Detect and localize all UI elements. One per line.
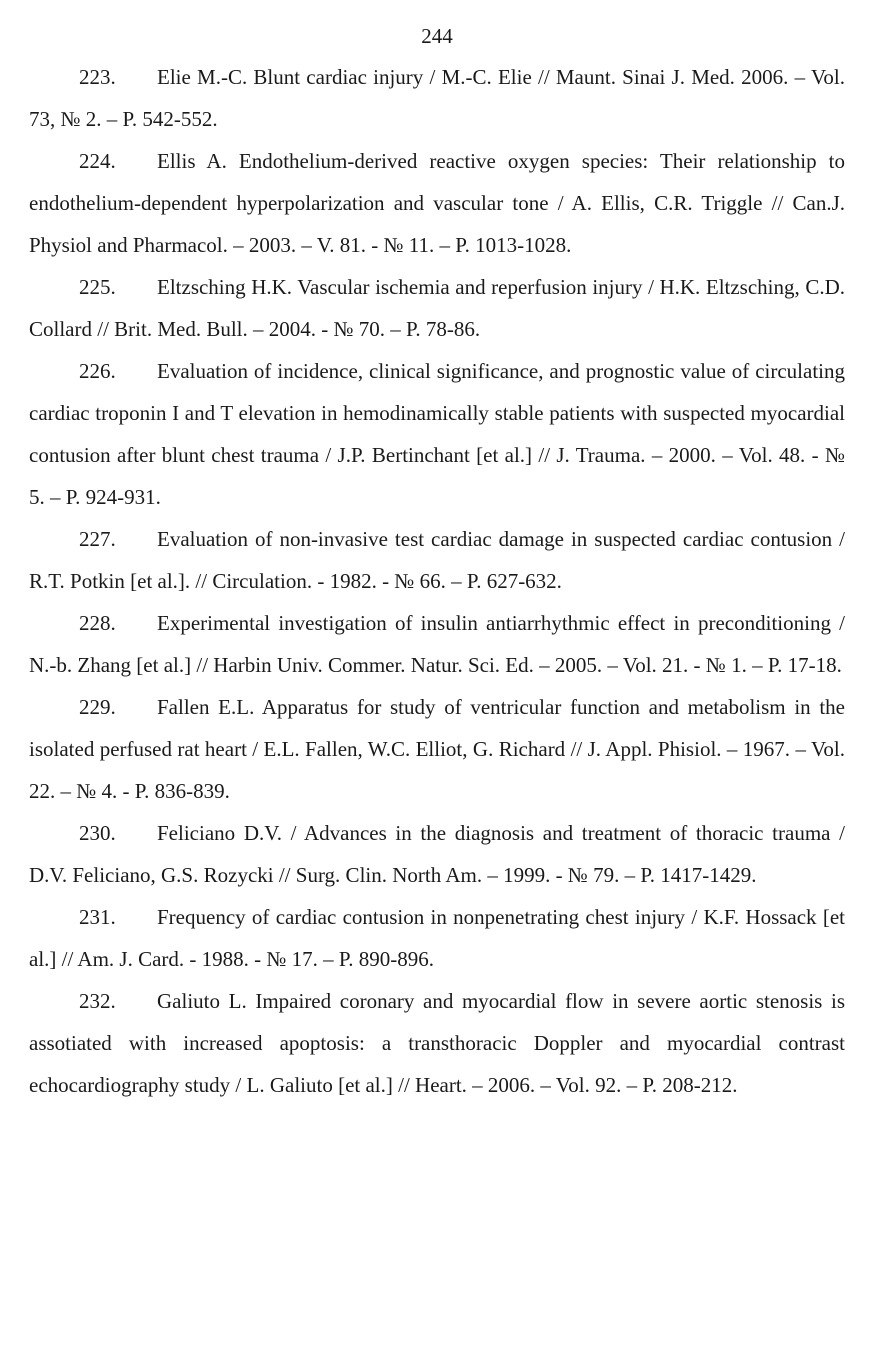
reference-item bbox=[29, 56, 845, 140]
reference-number: 227. bbox=[79, 527, 116, 551]
reference-list bbox=[29, 56, 845, 1106]
reference-item bbox=[29, 602, 845, 686]
reference-text: Eltzsching H.K. Vascular ischemia and reperfusion injury / H.K. Eltzsching, C.D. Collard // Brit. Med. Bull. – 2004. - № 70. – P. 78-86. bbox=[29, 275, 845, 341]
reference-text: Experimental investigation of insulin antiarrhythmic effect in preconditioning / N.-b. Zhang [et al.] // Harbin Univ. Commer. Natur. Sci. Ed. – 2005. – Vol. 21. - № 1. – P. 17-18. bbox=[29, 611, 845, 677]
reference-item bbox=[29, 266, 845, 350]
reference-item bbox=[29, 812, 845, 896]
reference-number: 232. bbox=[79, 989, 116, 1013]
reference-item bbox=[29, 350, 845, 518]
reference-number: 223. bbox=[79, 65, 116, 89]
reference-item bbox=[29, 980, 845, 1106]
reference-text: Feliciano D.V. / Advances in the diagnosis and treatment of thoracic trauma / D.V. Feliciano, G.S. Rozycki // Surg. Clin. North Am. – 1999. - № 79. – P. 1417-1429. bbox=[29, 821, 845, 887]
reference-text: Fallen E.L. Apparatus for study of ventricular function and metabolism in the isolated perfused rat heart / E.L. Fallen, W.C. Elliot, G. Richard // J. Appl. Phisiol. – 1967. – Vol. 22. – № 4. - P. 836-839. bbox=[29, 695, 845, 803]
reference-text: Elie M.-C. Blunt cardiac injury / M.-C. Elie // Maunt. Sinai J. Med. 2006. – Vol. 73, № 2. – P. 542-552. bbox=[29, 65, 845, 131]
reference-text: Frequency of cardiac contusion in nonpenetrating chest injury / K.F. Hossack [et al.] // Am. J. Card. - 1988. - № 17. – P. 890-896. bbox=[29, 905, 845, 971]
reference-number: 228. bbox=[79, 611, 116, 635]
reference-number: 230. bbox=[79, 821, 116, 845]
reference-text: Galiuto L. Impaired coronary and myocardial flow in severe aortic stenosis is assotiated with increased apoptosis: a transthoracic Doppler and myocardial contrast echocardiography study / L. Galiuto [et al.] // Heart. – 2006. – Vol. 92. – P. 208-212. bbox=[29, 989, 845, 1097]
reference-number: 225. bbox=[79, 275, 116, 299]
reference-text: Ellis A. Endothelium-derived reactive oxygen species: Their relationship to endothelium-dependent hyperpolarization and vascular tone / A. Ellis, C.R. Triggle // Can.J. Physiol and Pharmacol. – 2003. – V. 81. - № 11. – P. 1013-1028. bbox=[29, 149, 845, 257]
reference-item bbox=[29, 518, 845, 602]
reference-item bbox=[29, 686, 845, 812]
reference-text: Evaluation of incidence, clinical significance, and prognostic value of circulating cardiac troponin I and T elevation in hemodinamically stable patients with suspected myocardial contusion after blunt chest trauma / J.P. Bertinchant [et al.] // J. Trauma. – 2000. – Vol. 48. - № 5. – P. 924-931. bbox=[29, 359, 845, 509]
reference-number: 229. bbox=[79, 695, 116, 719]
reference-item bbox=[29, 896, 845, 980]
reference-number: 231. bbox=[79, 905, 116, 929]
page-number: 244 bbox=[421, 24, 453, 48]
reference-number: 226. bbox=[79, 359, 116, 383]
reference-number: 224. bbox=[79, 149, 116, 173]
reference-item bbox=[29, 140, 845, 266]
reference-text: Evaluation of non-invasive test cardiac damage in suspected cardiac contusion / R.T. Potkin [et al.]. // Circulation. - 1982. - № 66. – P. 627-632. bbox=[29, 527, 845, 593]
